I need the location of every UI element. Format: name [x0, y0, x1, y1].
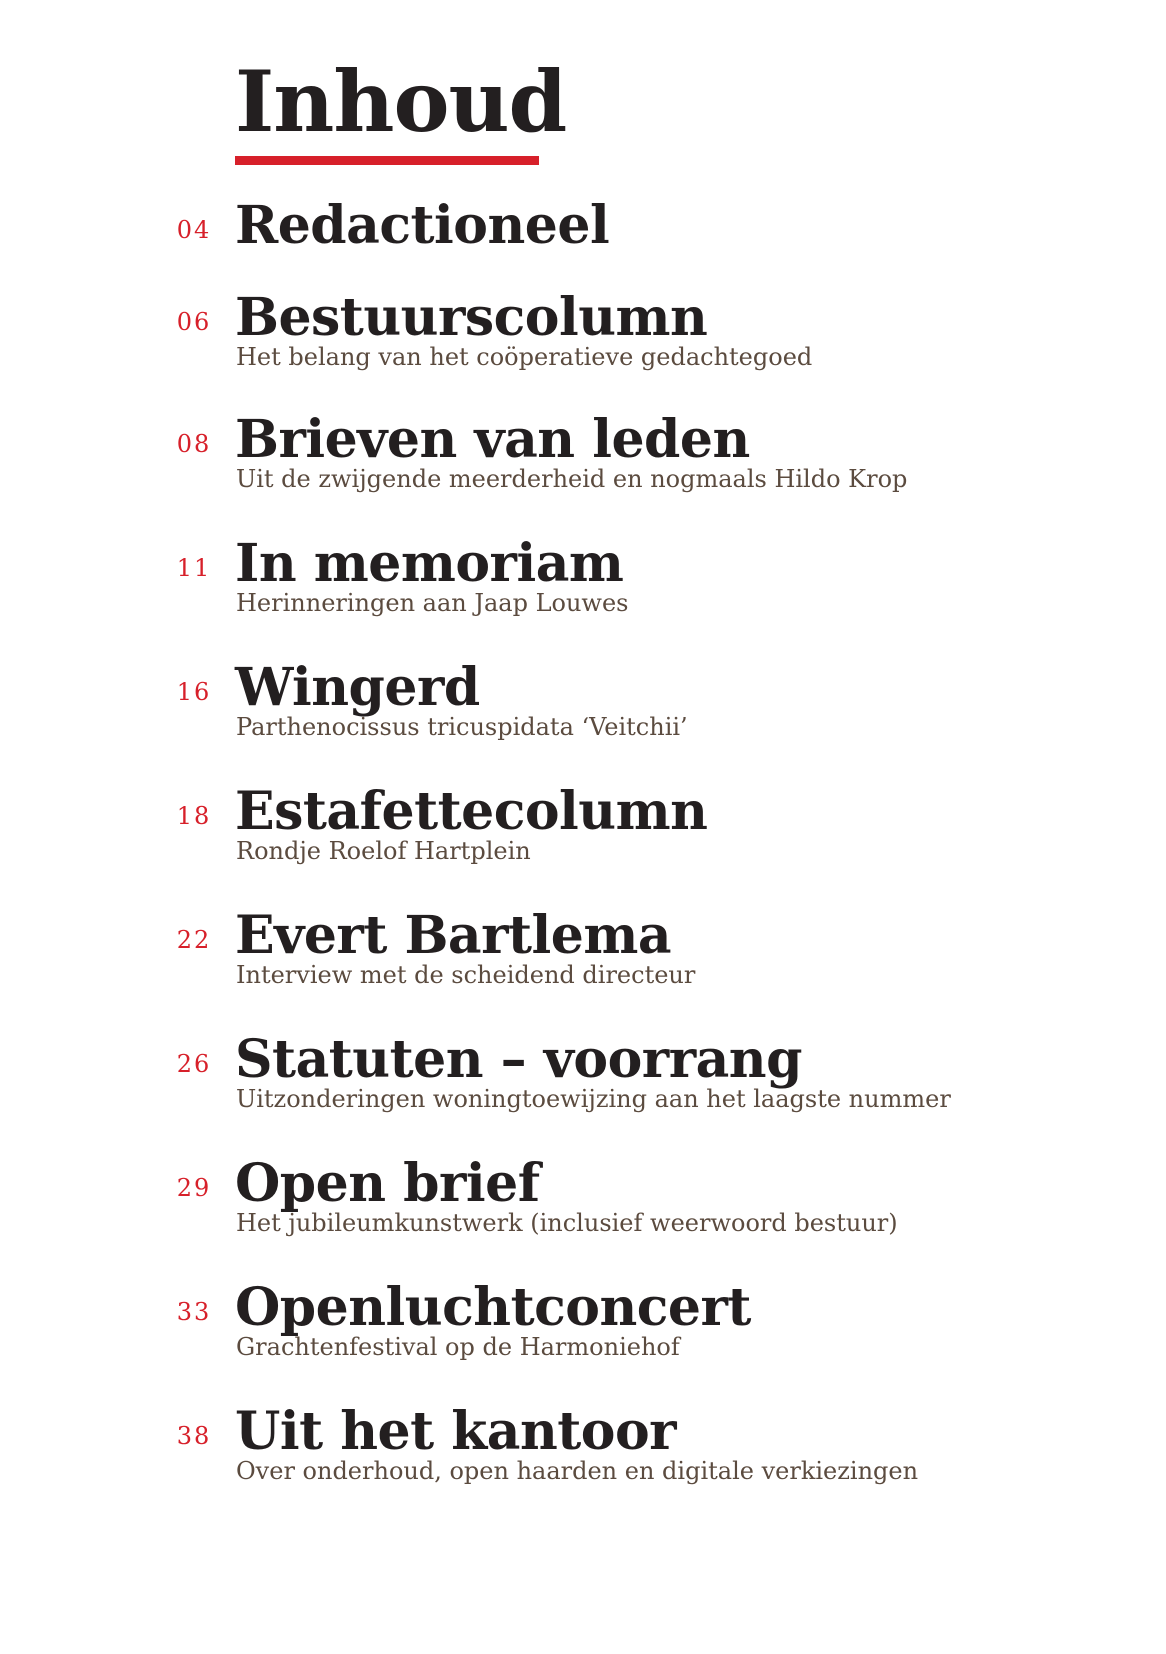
entry-title: Uit het kantoor: [235, 1401, 677, 1462]
entry-title: Estafettecolumn: [235, 781, 708, 842]
page-number: 22: [176, 926, 212, 954]
entry-subtitle: Uit de zwijgende meerderheid en nogmaals Hildo Krop: [236, 465, 908, 493]
entry-subtitle: Grachtenfestival op de Harmoniehof: [236, 1333, 680, 1361]
entry-title: In memoriam: [235, 533, 624, 594]
entry-title: Openluchtconcert: [235, 1277, 751, 1338]
entry-title: Wingerd: [235, 657, 480, 718]
entry-subtitle: Parthenocissus tricuspidata ‘Veitchii’: [236, 713, 688, 741]
page-number: 33: [176, 1298, 212, 1326]
page-title: Inhoud: [235, 52, 567, 151]
page-number: 06: [176, 308, 212, 336]
entry-title: Redactioneel: [235, 195, 610, 256]
page-number: 29: [176, 1174, 212, 1202]
entry-title: Open brief: [235, 1153, 540, 1214]
entry-title: Statuten – voorrang: [235, 1029, 802, 1090]
page-number: 16: [176, 678, 212, 706]
entry-title: Evert Bartlema: [235, 905, 672, 966]
page-number: 18: [176, 802, 212, 830]
page-number: 38: [176, 1422, 212, 1450]
entry-subtitle: Herinneringen aan Jaap Louwes: [236, 589, 629, 617]
entry-subtitle: Rondje Roelof Hartplein: [236, 837, 531, 865]
entry-title: Brieven van leden: [235, 409, 750, 470]
page-number: 11: [176, 554, 212, 582]
entry-subtitle: Over onderhoud, open haarden en digitale verkiezingen: [236, 1457, 919, 1485]
page-number: 04: [176, 216, 212, 244]
page-number: 08: [176, 430, 212, 458]
entry-subtitle: Uitzonderingen woningtoewijzing aan het laagste nummer: [236, 1085, 951, 1113]
entry-subtitle: Het jubileumkunstwerk (inclusief weerwoord bestuur): [236, 1209, 898, 1237]
entry-subtitle: Interview met de scheidend directeur: [236, 961, 696, 989]
entry-title: Bestuurscolumn: [235, 287, 708, 348]
entry-subtitle: Het belang van het coöperatieve gedachtegoed: [236, 343, 813, 371]
page-number: 26: [176, 1050, 212, 1078]
